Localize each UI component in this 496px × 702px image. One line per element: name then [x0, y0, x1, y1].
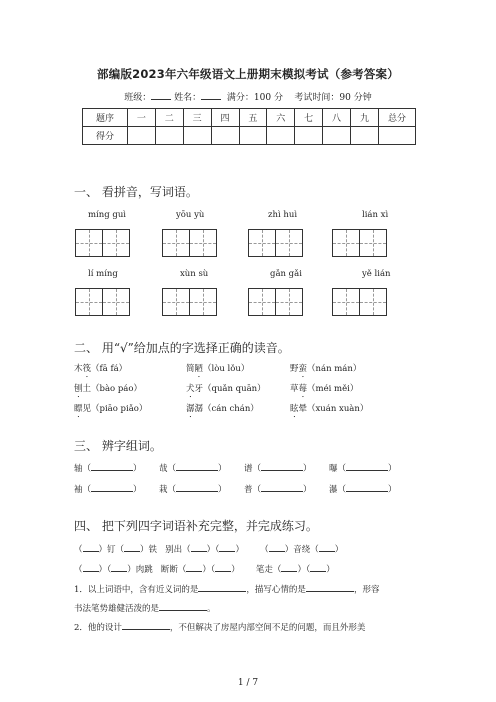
reading-item[interactable] — [74, 362, 127, 379]
score-cell[interactable] — [239, 127, 267, 145]
dotted-char: 犬 — [186, 384, 195, 394]
writing-grid[interactable] — [332, 288, 386, 316]
item-options: （fā fá） — [91, 364, 128, 374]
question-text: 。 — [207, 604, 216, 614]
item-prefix: 木 — [74, 364, 83, 374]
dotted-char: 刨 — [74, 384, 83, 394]
word-item[interactable]: 曝（ ） — [329, 464, 397, 474]
reading-item[interactable] — [186, 382, 266, 399]
grid-cell[interactable] — [162, 229, 190, 257]
exam-time: 考试时间：90 分钟 — [294, 93, 372, 103]
idiom-blank[interactable] — [269, 543, 285, 552]
word-char: 普 — [244, 485, 253, 495]
reading-item[interactable] — [186, 402, 259, 419]
score-header: 六 — [267, 109, 295, 127]
word-char: 曝 — [329, 464, 338, 474]
answer-blank[interactable] — [122, 621, 170, 630]
dotted-char: 瞟 — [74, 404, 83, 414]
writing-grid[interactable] — [248, 288, 302, 316]
score-cell[interactable] — [351, 127, 379, 145]
grid-cell[interactable] — [359, 229, 387, 257]
item-options: （lòu lǒu） — [203, 364, 250, 374]
grid-cell[interactable] — [102, 229, 130, 257]
reading-item[interactable] — [290, 362, 361, 379]
idiom-line — [74, 563, 335, 575]
word-blank[interactable] — [261, 462, 303, 471]
idiom-line — [74, 543, 343, 555]
idiom-text: 笔走（ — [255, 565, 282, 575]
word-item[interactable]: 轴（ ） — [74, 464, 142, 474]
idiom-blank[interactable] — [281, 563, 297, 572]
word-blank[interactable] — [176, 462, 218, 471]
dotted-char: 眩 — [290, 404, 299, 414]
score-table — [82, 108, 416, 145]
idiom-text: （ — [260, 545, 269, 555]
word-item[interactable]: 袖（ ） — [74, 485, 142, 495]
answer-blank[interactable] — [198, 583, 246, 592]
word-blank[interactable] — [91, 483, 133, 492]
idiom-blank[interactable] — [186, 563, 202, 572]
word-blank[interactable] — [261, 483, 303, 492]
question-text: 2．他的设计 — [74, 623, 122, 633]
dotted-char: 筏 — [82, 364, 92, 374]
word-char: 谱 — [244, 464, 253, 474]
grid-cell[interactable] — [275, 229, 303, 257]
grid-cell[interactable] — [75, 229, 103, 257]
word-blank[interactable] — [346, 462, 388, 471]
item-options: （méi měi） — [307, 384, 359, 394]
idiom-text: 断断（ — [160, 565, 187, 575]
idiom-blank[interactable] — [310, 563, 326, 572]
item-prefix: 简 — [186, 364, 195, 374]
idiom-text: ）音绕（ — [284, 545, 319, 555]
reading-item[interactable] — [186, 362, 249, 379]
idiom-blank[interactable] — [83, 543, 99, 552]
score-header: 二 — [155, 109, 183, 127]
score-cell[interactable] — [183, 127, 211, 145]
grid-cell[interactable] — [189, 288, 217, 316]
word-char: 哉 — [159, 464, 168, 474]
grid-cell[interactable] — [189, 229, 217, 257]
reading-item[interactable] — [290, 382, 358, 399]
reading-item[interactable] — [74, 402, 147, 419]
score-row-label: 得分 — [83, 127, 128, 145]
score-cell[interactable] — [155, 127, 183, 145]
writing-grid[interactable] — [332, 229, 386, 257]
grid-cell[interactable] — [275, 288, 303, 316]
idiom-text: ） — [326, 565, 335, 575]
section2-heading: 二、 用“√”给加点的字选择正确的读音。 — [74, 341, 290, 355]
score-cell[interactable] — [211, 127, 239, 145]
score-cell[interactable] — [323, 127, 351, 145]
item-options: （nán mán） — [307, 364, 362, 374]
answer-blank[interactable] — [306, 583, 354, 592]
question-text: ，不但解决了房屋内部空间不足的问题，而且外形美 — [169, 623, 366, 633]
question-text: 书法笔势雄健活泼的是 — [74, 604, 160, 614]
pinyin-label: gǎn gǎi — [270, 269, 302, 279]
idiom-text: ）肉跳 — [127, 565, 153, 575]
grid-cell[interactable] — [332, 288, 360, 316]
class-label: 班级： — [124, 93, 152, 103]
item-prefix: 野 — [290, 364, 299, 374]
score-cell[interactable] — [128, 127, 156, 145]
name-blank[interactable] — [201, 91, 221, 100]
pinyin-label: míng guì — [88, 210, 127, 220]
idiom-blank[interactable] — [191, 543, 207, 552]
score-header: 七 — [295, 109, 323, 127]
exam-info — [0, 90, 496, 103]
question-1 — [74, 583, 379, 595]
grid-cell[interactable] — [102, 288, 130, 316]
page-title: 部编版2023年六年级语文上册期末模拟考试（参考答案） — [97, 67, 399, 81]
idiom-text: ）（ — [297, 565, 311, 575]
score-cell[interactable] — [295, 127, 323, 145]
item-options: 晕（xuán xuàn） — [298, 404, 369, 414]
idiom-text: 别出（ — [165, 545, 191, 555]
word-item[interactable]: 哉（ ） — [159, 464, 227, 474]
idiom-text: （ — [74, 545, 83, 555]
pinyin-label: yě lián — [362, 269, 391, 279]
item-options: 牙（quǎn quān） — [194, 384, 266, 394]
question-1-cont — [74, 602, 216, 614]
pinyin-label: zhì huì — [268, 210, 298, 220]
page-number: 1 / 7 — [237, 678, 259, 688]
question-text: ，形容 — [353, 585, 380, 595]
word-char: 栽 — [159, 485, 168, 495]
word-item[interactable]: 谱（ ） — [244, 464, 312, 474]
idiom-text: （ — [74, 565, 83, 575]
idiom-blank[interactable] — [219, 543, 235, 552]
idiom-blank[interactable] — [319, 543, 335, 552]
word-item[interactable]: 瀑（ ） — [329, 485, 397, 495]
grid-cell[interactable] — [162, 288, 190, 316]
score-cell[interactable] — [379, 127, 416, 145]
score-header: 三 — [183, 109, 211, 127]
writing-grid[interactable] — [248, 229, 302, 257]
idiom-blank[interactable] — [111, 563, 127, 572]
item-options: 见（piāo piǎo） — [82, 404, 148, 414]
pinyin-label: lián xì — [362, 210, 389, 220]
item-prefix: 草 — [290, 384, 299, 394]
item-options: 土（bào páo） — [82, 384, 142, 394]
section1-heading: 一、 看拼音，写词语。 — [74, 185, 198, 199]
class-blank[interactable] — [151, 91, 171, 100]
dotted-char: 陋 — [194, 364, 204, 374]
item-options: 潺（cán chán） — [194, 404, 259, 414]
full-score: 满分：100 分 — [226, 93, 283, 103]
writing-grid[interactable] — [162, 229, 216, 257]
score-header: 题序 — [83, 109, 128, 127]
score-header: 八 — [323, 109, 351, 127]
question-text: ，描写心情的是 — [246, 585, 306, 595]
score-row — [83, 127, 416, 145]
question-text: 1．以上词语中，含有近义词的是 — [74, 585, 199, 595]
idiom-text: ）（ — [202, 565, 216, 575]
name-label: 姓名： — [174, 93, 202, 103]
grid-cell[interactable] — [332, 229, 360, 257]
answer-blank[interactable] — [159, 602, 207, 611]
idiom-text: ）（ — [98, 565, 112, 575]
idiom-text: ） — [235, 545, 244, 555]
word-blank[interactable] — [346, 483, 388, 492]
score-header: 五 — [239, 109, 267, 127]
idiom-blank[interactable] — [215, 563, 231, 572]
idiom-text: ）（ — [206, 545, 220, 555]
score-header: 四 — [211, 109, 239, 127]
idiom-blank[interactable] — [124, 543, 140, 552]
word-item[interactable]: 栽（ ） — [159, 485, 227, 495]
idiom-text: ） — [231, 565, 240, 575]
dotted-char: 莓 — [298, 384, 308, 394]
score-header: 一 — [128, 109, 156, 127]
idiom-text: ）铁 — [140, 545, 158, 555]
pinyin-label: lí míng — [88, 269, 118, 279]
grid-cell[interactable] — [248, 288, 276, 316]
dotted-char: 潺 — [186, 404, 195, 414]
score-header: 总分 — [379, 109, 416, 127]
score-header: 九 — [351, 109, 379, 127]
word-item[interactable]: 普（ ） — [244, 485, 312, 495]
pinyin-label: yōu yù — [176, 210, 205, 220]
grid-cell[interactable] — [359, 288, 387, 316]
pinyin-label: xùn sù — [180, 269, 209, 279]
score-cell[interactable] — [267, 127, 295, 145]
question-2 — [74, 621, 365, 633]
score-header-row — [83, 109, 416, 127]
writing-grid[interactable] — [75, 288, 129, 316]
reading-item[interactable] — [290, 402, 368, 419]
word-char: 瀑 — [329, 485, 338, 495]
section3-heading: 三、 辨字组词。 — [74, 439, 162, 453]
reading-item[interactable] — [74, 382, 142, 399]
word-blank[interactable] — [91, 462, 133, 471]
writing-grid[interactable] — [162, 288, 216, 316]
word-char: 袖 — [74, 485, 83, 495]
grid-cell[interactable] — [75, 288, 103, 316]
word-char: 轴 — [74, 464, 83, 474]
writing-grid[interactable] — [75, 229, 129, 257]
dotted-char: 蛮 — [298, 364, 308, 374]
idiom-text: ） — [334, 545, 344, 555]
word-blank[interactable] — [176, 483, 218, 492]
grid-cell[interactable] — [248, 229, 276, 257]
idiom-blank[interactable] — [83, 563, 99, 572]
section4-heading: 四、 把下列四字词语补充完整，并完成练习。 — [74, 519, 318, 533]
idiom-text: ）钉（ — [98, 545, 125, 555]
